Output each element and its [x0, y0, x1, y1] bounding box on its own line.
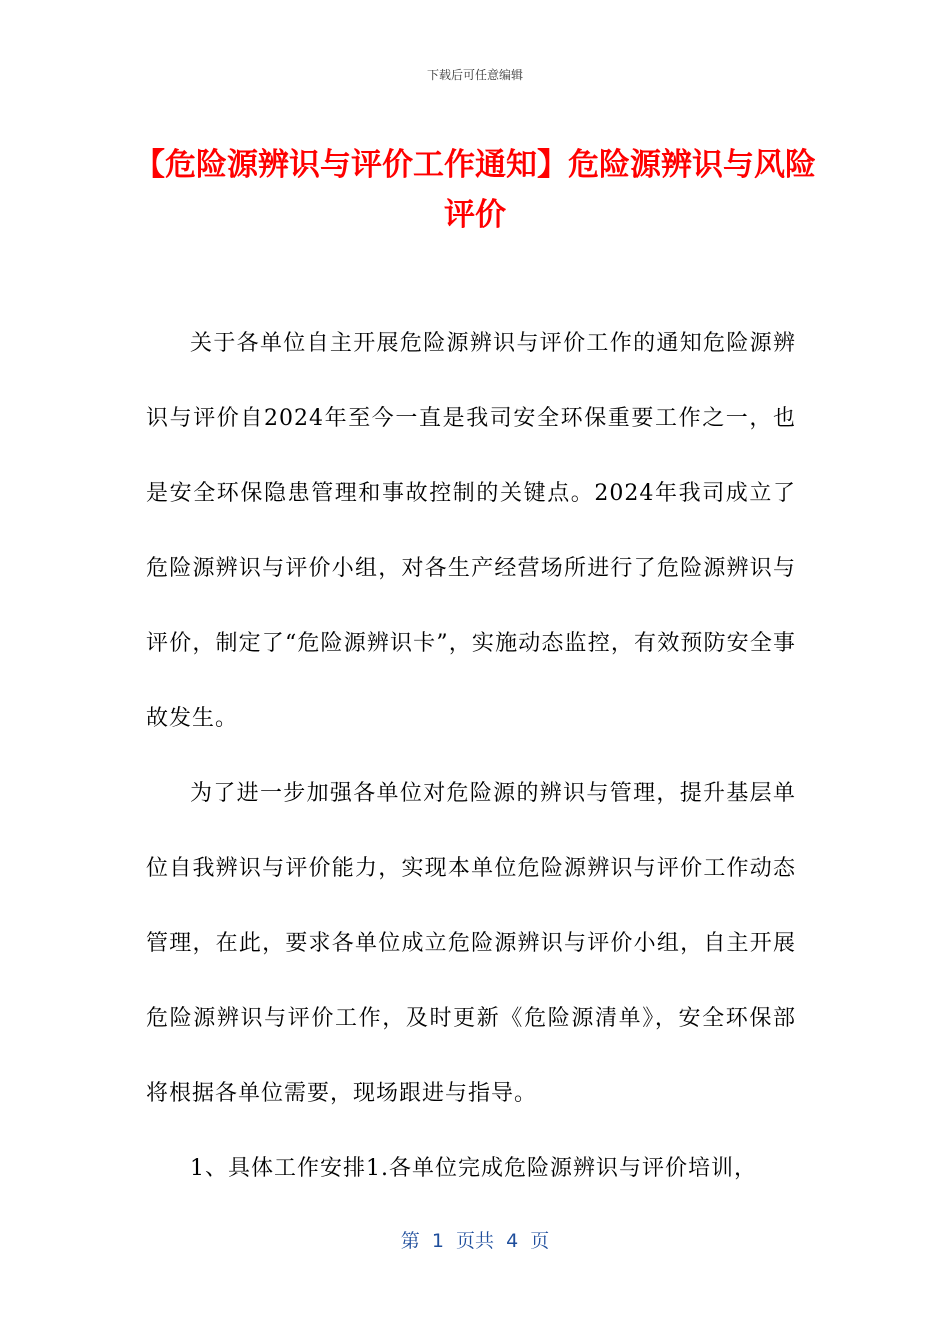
page-number-footer: 第 1 页共 4 页 [400, 1230, 550, 1252]
paragraph-2: 为了进一步加强各单位对危险源的辨识与管理，提升基层单位自我辨识与评价能力，实现本单位危险源辨识与评价工作动态管理，在此，要求各单位成立危险源辨识与评价小组，自主开展危险源辨识与评价工作，及时更新《危险源清单》，安全环保部将根据各单位需要，现场跟进与指导。 [146, 781, 796, 1106]
header-note: 下载后可任意编辑 [426, 68, 523, 82]
document-title: 【危险源辨识与评价工作通知】危险源辨识与风险评价 [134, 147, 816, 233]
document-body [146, 306, 796, 1206]
paragraph-3: 1、具体工作安排1.各单位完成危险源辨识与评价培训， [190, 1156, 757, 1181]
paragraph-1: 关于各单位自主开展危险源辨识与评价工作的通知危险源辨识与评价自2024年至今一直是我司安全环保重要工作之一，也是安全环保隐患管理和事故控制的关键点。2024年我司成立了危险源辨识与评价小组，对各生产经营场所进行了危险源辨识与评价，制定了“危险源辨识卡”，实施动态监控，有效预防安全事故发生。 [146, 331, 796, 731]
